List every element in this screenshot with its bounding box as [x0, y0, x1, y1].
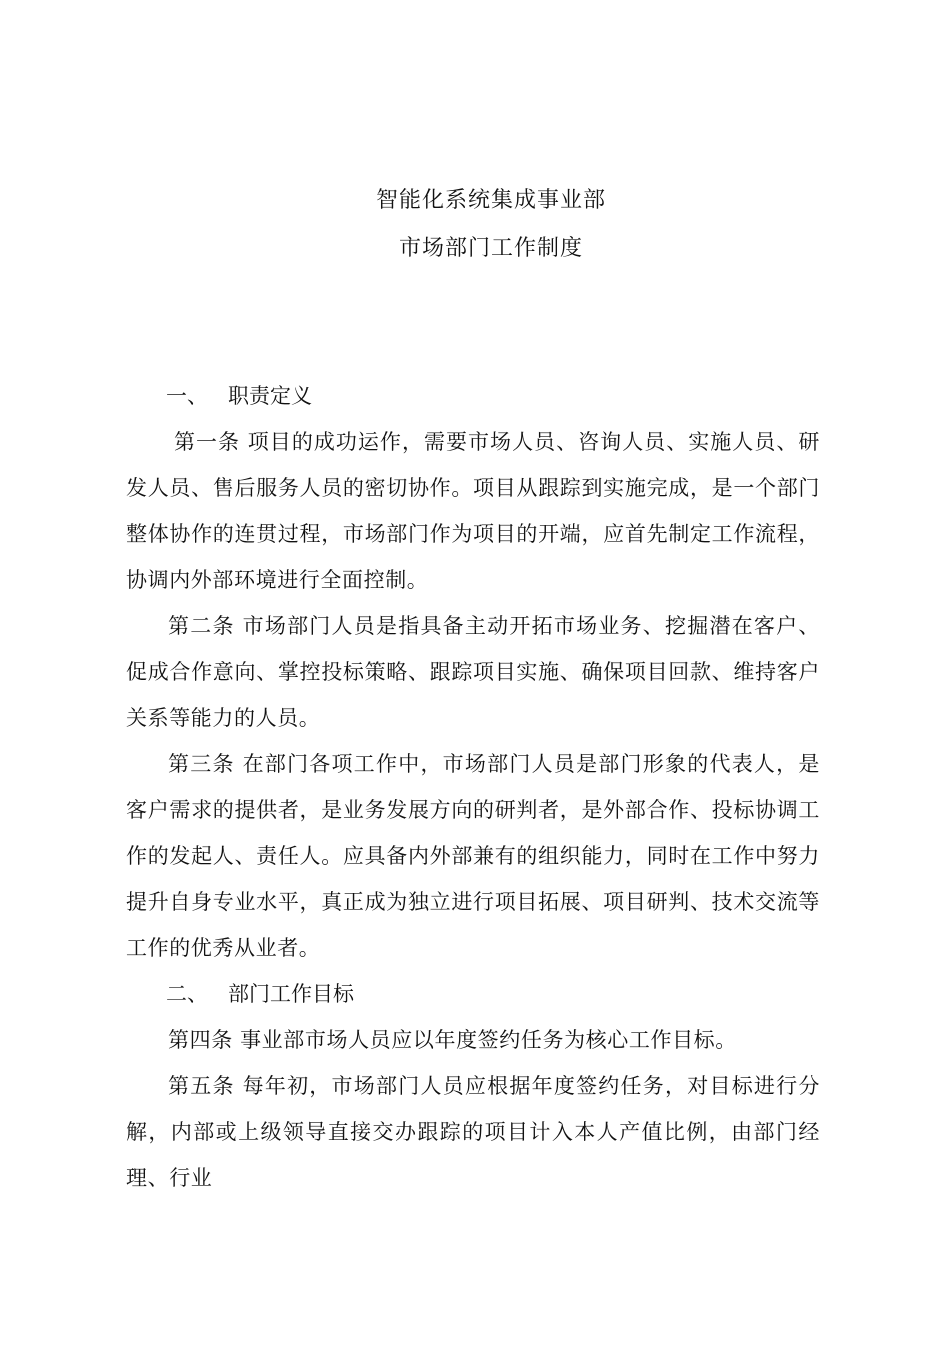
article-paragraph: 第二条 市场部门人员是指具备主动开拓市场业务、挖掘潜在客户、促成合作意向、掌控投标策略、跟踪项目实施、确保项目回款、维持客户关系等能力的人员。 — [126, 614, 820, 730]
section-title: 职责定义 — [228, 384, 312, 408]
section-heading-1 — [126, 373, 820, 419]
article-paragraph: 第一条 项目的成功运作，需要市场人员、咨询人员、实施人员、研发人员、售后服务人员的密切协作。项目从跟踪到实施完成，是一个部门整体协作的连贯过程，市场部门作为项目的开端，应首先制定工作流程，协调内外部环境进行全面控制。 — [126, 430, 820, 592]
article-paragraph: 第五条 每年初，市场部门人员应根据年度签约任务，对目标进行分解，内部或上级领导直接交办跟踪的项目计入本人产值比例，由部门经理、行业 — [126, 1074, 820, 1190]
article-paragraph: 第四条 事业部市场人员应以年度签约任务为核心工作目标。 — [168, 1028, 737, 1052]
document-title: 智能化系统集成事业部 — [375, 188, 606, 213]
document-body — [126, 373, 820, 1201]
section-heading-2 — [126, 971, 820, 1017]
section-number: 一、 — [166, 384, 208, 408]
article-paragraph: 第三条 在部门各项工作中，市场部门人员是部门形象的代表人，是客户需求的提供者，是业务发展方向的研判者，是外部合作、投标协调工作的发起人、责任人。应具备内外部兼有的组织能力，同时在工作中努力提升自身专业水平，真正成为独立进行项目拓展、项目研判、技术交流等工作的优秀从业者。 — [126, 752, 820, 960]
section-title: 部门工作目标 — [228, 982, 354, 1006]
document-subtitle: 市场部门工作制度 — [398, 236, 583, 261]
section-number: 二、 — [166, 982, 208, 1006]
